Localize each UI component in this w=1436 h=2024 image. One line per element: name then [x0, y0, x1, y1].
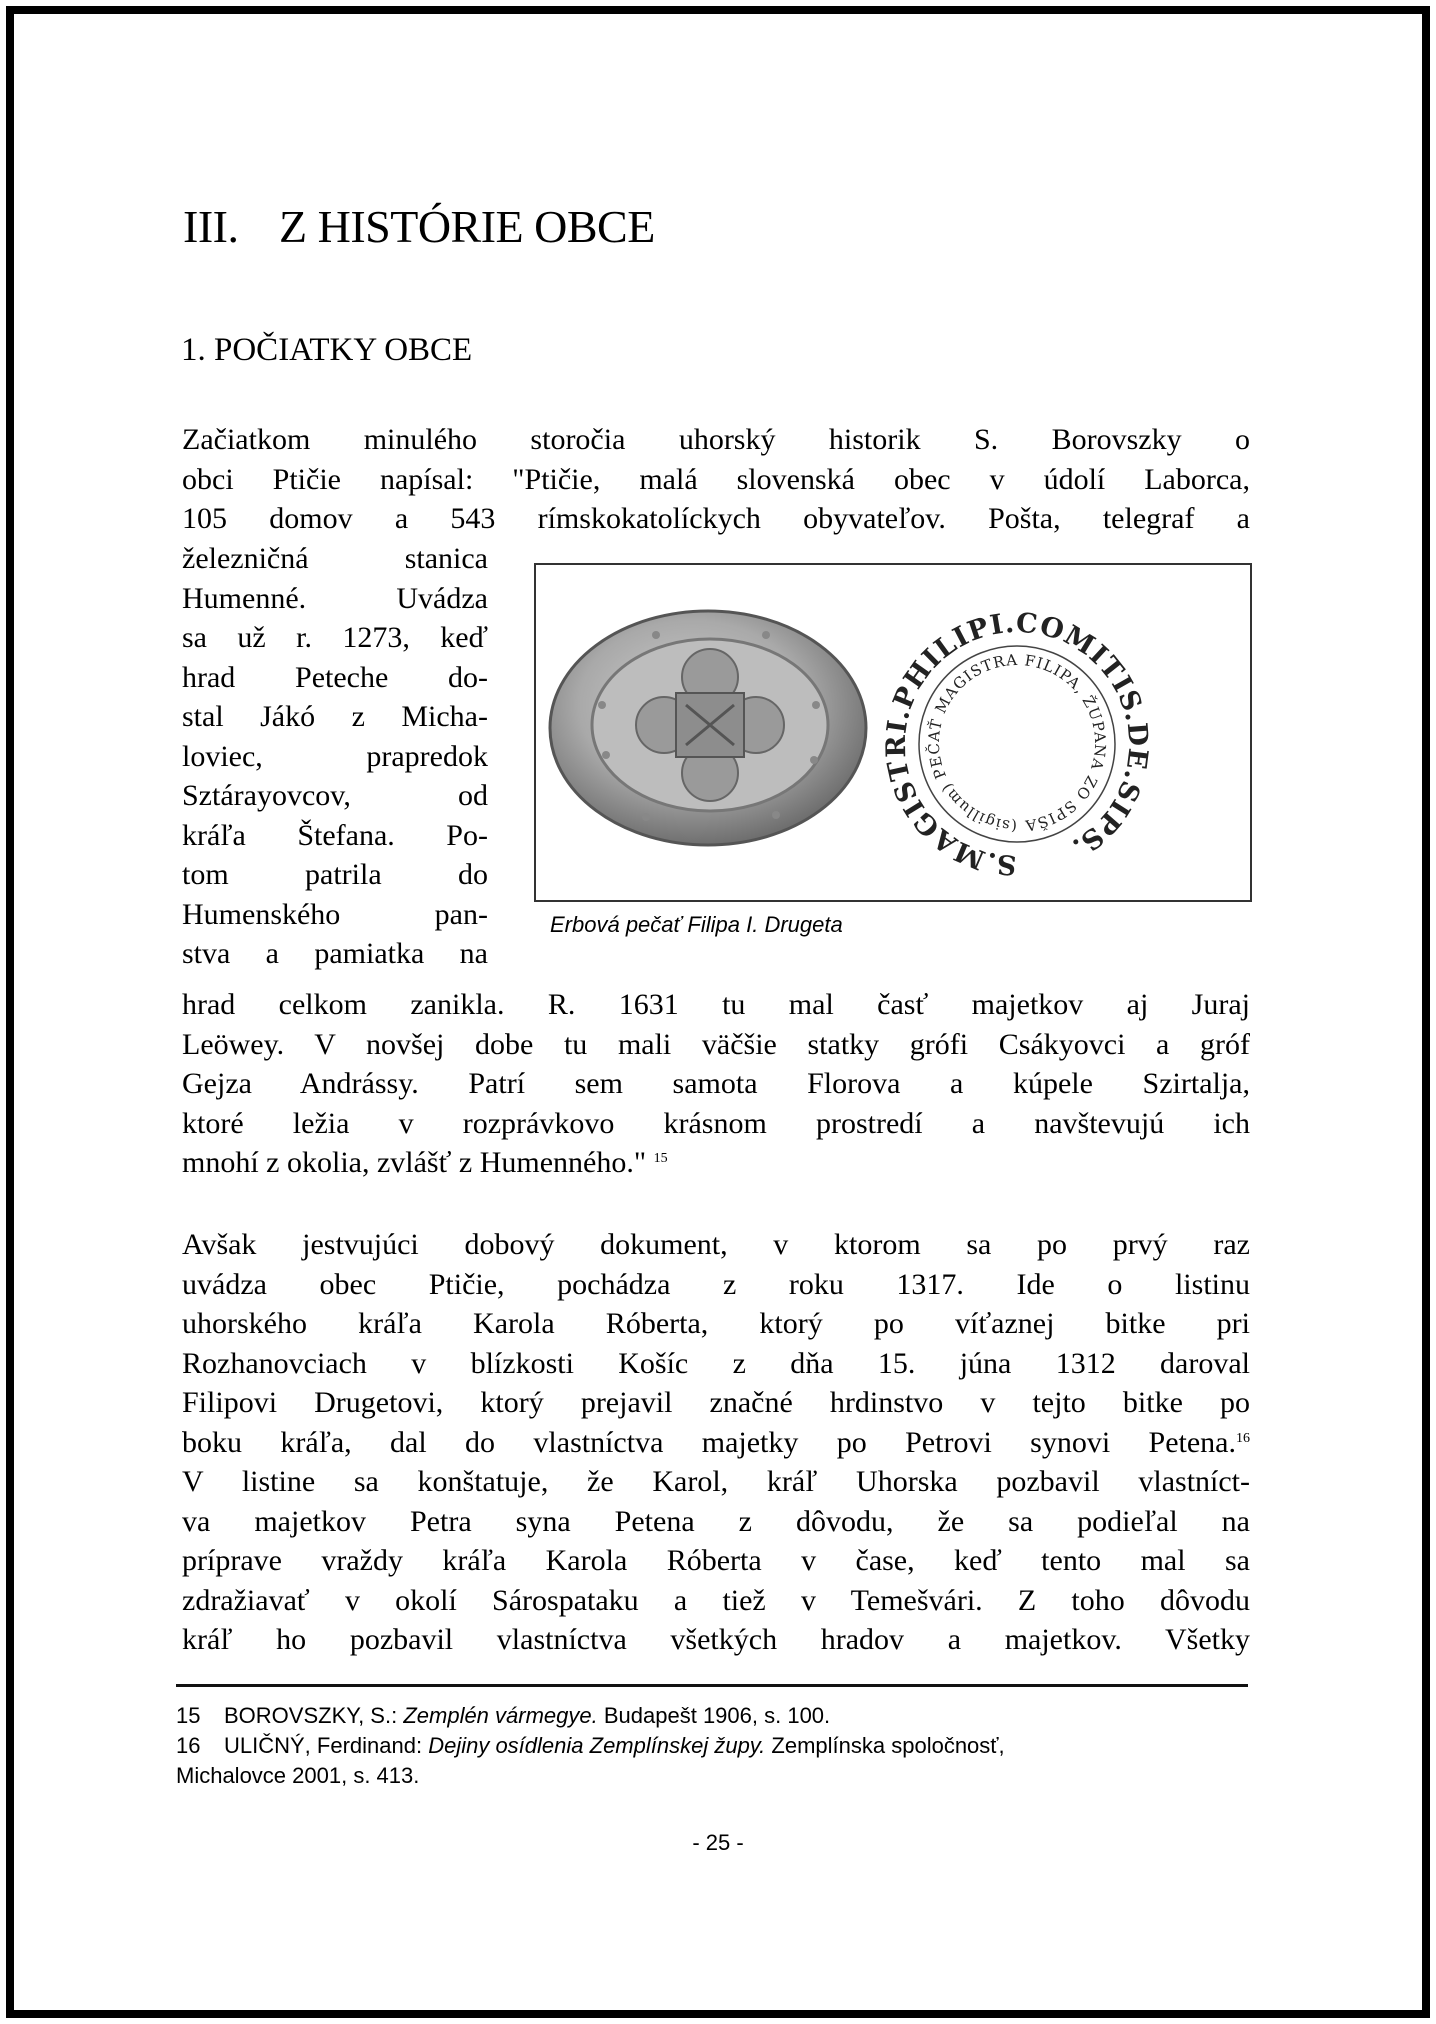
text-line	[182, 1143, 1250, 1183]
text-line: Sztárayovcov, od	[182, 779, 488, 812]
text-line: uhorského kráľa Karola Róberta, ktorý po víťaznej bitke pri	[182, 1307, 1250, 1340]
text-line: stva a pamiatka na	[182, 937, 488, 970]
text-line: hrad celkom zanikla. R. 1631 tu mal časť majetkov aj Juraj	[182, 988, 1250, 1021]
text-fragment: boku kráľa, dal do vlastníctva majetky po Petrovi synovi Petena.	[182, 1425, 1236, 1459]
seal-legend-drawing	[881, 608, 1154, 881]
svg-text:S.MAGISTRI.PHILIPI.COMITIS.DE.	[881, 608, 1154, 881]
wax-seal-photo	[550, 611, 866, 845]
text-line: zdražiavať v okolí Sárospataku a tiež v Temešvári. Z toho dôvodu	[182, 1583, 1250, 1617]
text-line: Leöwey. V novšej dobe tu mali väčšie statky grófi Csákyovci a gróf	[182, 1027, 1250, 1061]
paragraph-1-wrapped-column	[182, 539, 488, 974]
text-fragment: mnohí z okolia, zvlášť z Humenného."	[182, 1146, 647, 1179]
text-line: stal Jákó z Micha-	[182, 700, 488, 733]
text-line: loviec, prapredok	[182, 739, 488, 773]
footnote-author: BOROVSZKY, S.:	[224, 1703, 404, 1728]
footnote-author: ULIČNÝ, Ferdinand:	[224, 1733, 429, 1758]
text-line: hrad Peteche do-	[182, 660, 488, 694]
footnote-16	[176, 1731, 1251, 1791]
seal-inner-legend: (sigillum) PEČAŤ MAGISTRA FILIPA, ŽUPANA ZO SPIŠA	[924, 650, 1110, 836]
footnote-publication: Budapešt 1906, s. 100.	[597, 1703, 831, 1728]
seal-outer-legend: S.MAGISTRI.PHILIPI.COMITIS.DE.SIPS.	[880, 607, 1154, 881]
text-line	[182, 1423, 1250, 1463]
text-line: tom patrila do	[182, 858, 488, 891]
paragraph-1-closing	[182, 985, 1250, 1183]
text-line: Rozhanovciach v blízkosti Košíc z dňa 15. júna 1312 daroval	[182, 1346, 1250, 1380]
text-line: va majetkov Petra syna Petena z dôvodu, že sa podieľal na	[182, 1504, 1250, 1538]
text-line: železničná stanica	[182, 542, 488, 575]
footnote-number: 15	[176, 1703, 201, 1728]
text-line: Filipovi Drugetovi, ktorý prejavil značné hrdinstvo v tejto bitke po	[182, 1386, 1250, 1419]
text-line: Avšak jestvujúci dobový dokument, v ktorom sa po prvý raz	[182, 1228, 1250, 1261]
text-line: Gejza Andrássy. Patrí sem samota Florova a kúpele Szirtalja,	[182, 1067, 1250, 1100]
text-line: uvádza obec Ptičie, pochádza z roku 1317. Ide o listinu	[182, 1267, 1250, 1301]
text-line: Humenského pan-	[182, 897, 488, 931]
paragraph-2	[182, 1225, 1250, 1660]
section-heading: 1. POČIATKY OBCE	[181, 332, 473, 368]
text-line: V listine sa konštatuje, že Karol, kráľ Uhorska pozbavil vlastníct-	[182, 1465, 1250, 1498]
text-line: obci Ptičie napísal: "Ptičie, malá slovenská obec v údolí Laborca,	[182, 462, 1250, 496]
figure-caption: Erbová pečať Filipa I. Drugeta	[550, 912, 843, 937]
text-line: kráľa Štefana. Po-	[182, 818, 488, 852]
footnote-reference: 16	[1236, 1430, 1250, 1446]
text-line: 105 domov a 543 rímskokatolíckych obyvateľov. Pošta, telegraf a	[182, 502, 1250, 535]
text-line: kráľ ho pozbavil vlastníctva všetkých hradov a majetkov. Všetky	[182, 1623, 1250, 1656]
footnote-15	[176, 1701, 1251, 1731]
svg-text:(sigillum) PEČAŤ MAGISTRA FILI	[925, 651, 1109, 835]
footnote-publication: Zemplínska spoločnosť,	[765, 1733, 1005, 1758]
footnote-divider	[176, 1684, 1248, 1687]
seal-figure	[534, 563, 1252, 902]
chapter-heading	[183, 200, 655, 253]
text-line: sa už r. 1273, keď	[182, 621, 488, 654]
footnote-title: Dejiny osídlenia Zemplínskej župy.	[428, 1733, 766, 1758]
footnote-title: Zemplén vármegye.	[403, 1703, 598, 1728]
text-line: Začiatkom minulého storočia uhorský historik S. Borovszky o	[182, 423, 1250, 456]
paragraph-1-opening	[182, 420, 1250, 539]
text-line: príprave vraždy kráľa Karola Róberta v čase, keď tento mal sa	[182, 1544, 1250, 1577]
text-line: ktoré ležia v rozprávkovo krásnom prostredí a navštevujú ich	[182, 1106, 1250, 1140]
chapter-title: Z HISTÓRIE OBCE	[279, 201, 655, 252]
text-line: Humenné. Uvádza	[182, 581, 488, 615]
seal-illustration	[536, 565, 1250, 900]
page-number: - 25 -	[692, 1830, 744, 1855]
footnote-number: 16	[176, 1733, 201, 1758]
footnote-reference: 15	[653, 1151, 668, 1166]
footnote-publication-line2: Michalovce 2001, s. 413.	[176, 1763, 420, 1788]
chapter-number: III.	[183, 201, 239, 252]
